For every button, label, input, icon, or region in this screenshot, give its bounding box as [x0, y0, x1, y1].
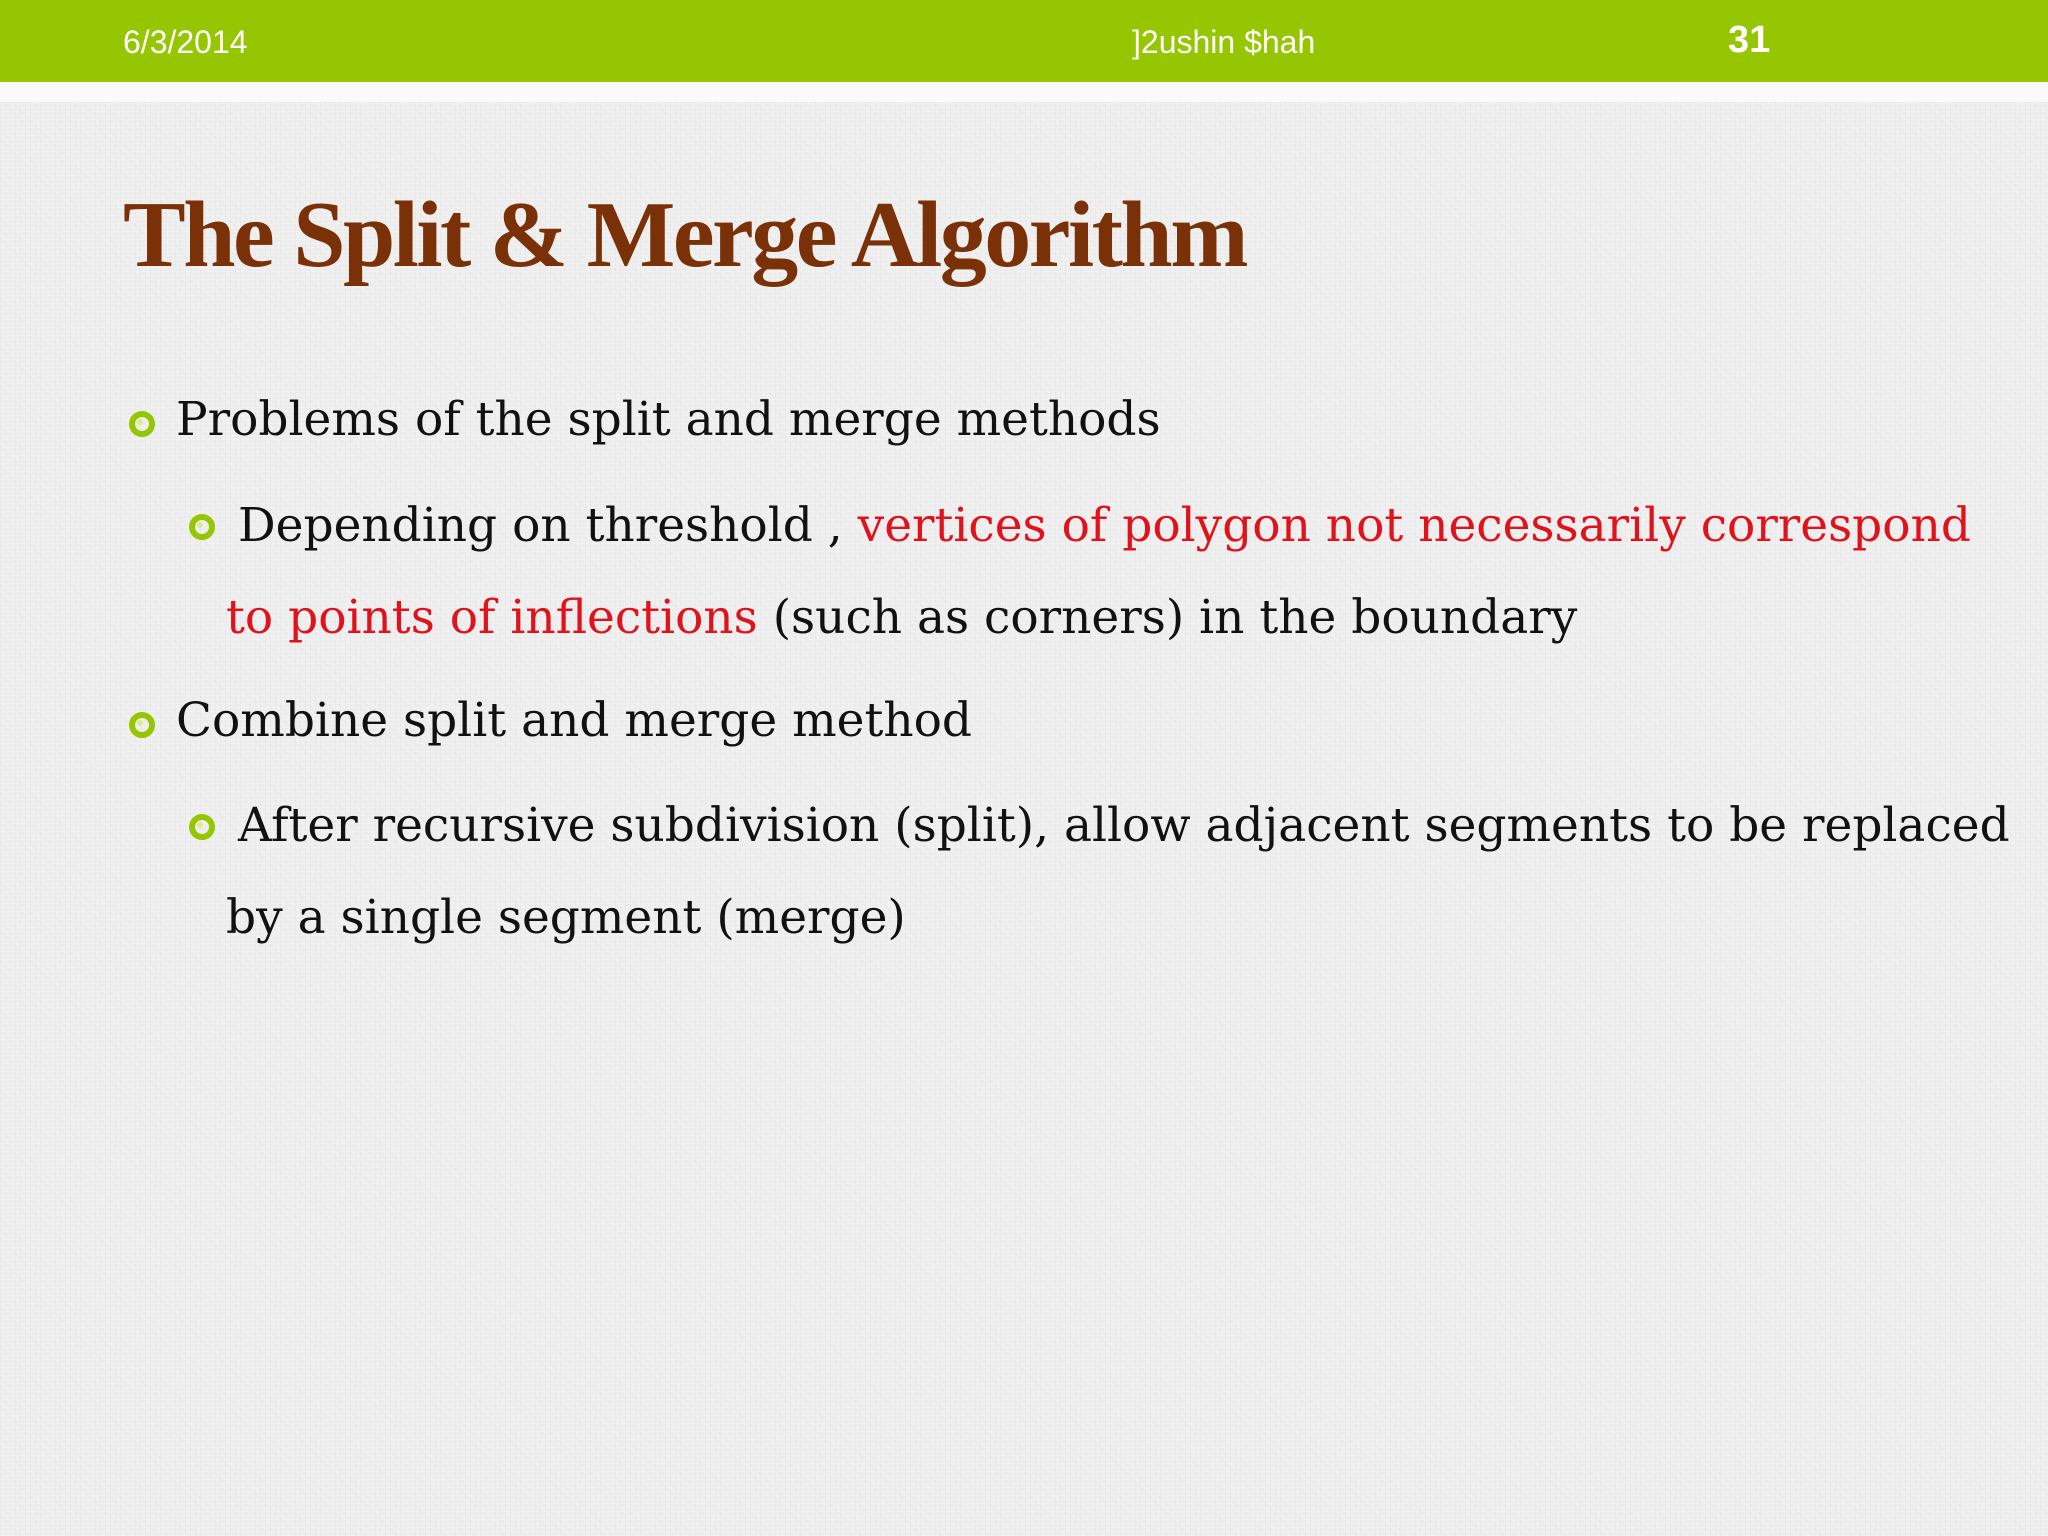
bullet-problems: Problems of the split and merge methods — [176, 392, 1161, 447]
slide-number: 31 — [1728, 19, 1771, 61]
bullet-threshold-emphasis: vertices of polygon not necessarily correspond — [857, 498, 1971, 553]
bullet-combine: Combine split and merge method — [176, 693, 972, 748]
bullet-recursive-line1: After recursive subdivision (split), allow adjacent segments to be replaced — [238, 798, 2010, 853]
slide-title: The Split & Merge Algorithm — [123, 183, 1247, 287]
bullet-inflections-text: (such as corners) in the boundary — [757, 590, 1578, 645]
bullet-recursive-line2: by a single segment (merge) — [226, 890, 906, 945]
bullet-threshold-line1 — [238, 480, 1971, 572]
header-divider — [0, 82, 2048, 102]
bullet-threshold-text: Depending on threshold , — [238, 498, 858, 553]
ring-bullet-icon — [128, 711, 156, 739]
slide-author: ]2ushin $hah — [1132, 24, 1316, 60]
ring-bullet-icon — [128, 410, 156, 438]
ring-bullet-icon — [188, 513, 216, 541]
bullet-inflections-emphasis: to points of inflections — [226, 590, 758, 645]
ring-bullet-icon — [188, 813, 216, 841]
slide-date: 6/3/2014 — [123, 24, 248, 60]
bullet-threshold-line2 — [226, 572, 1577, 664]
